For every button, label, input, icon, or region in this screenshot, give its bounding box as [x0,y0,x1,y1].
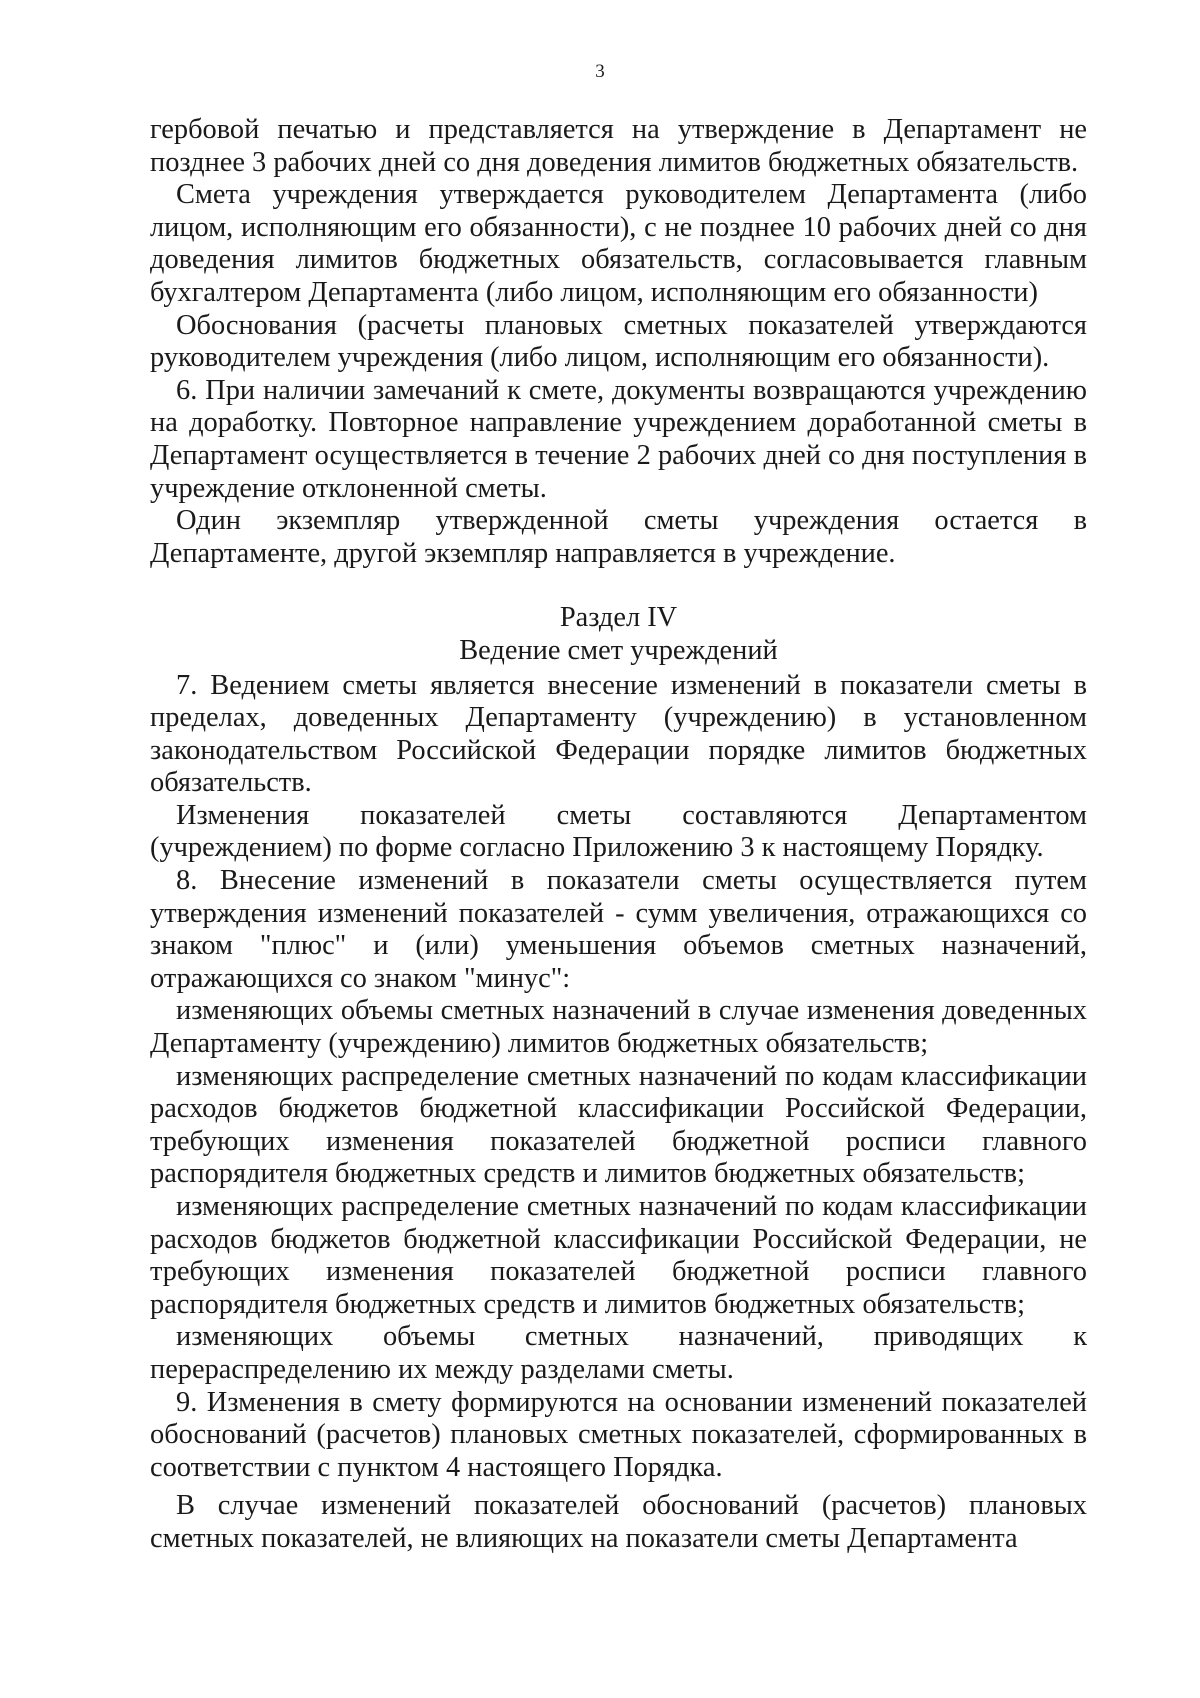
paragraph: Обоснования (расчеты плановых сметных показателей утверждаются руководителем учреждения (либо лицом, исполняющим его обязанности). [150,309,1087,374]
paragraph: Изменения показателей сметы составляются Департаментом (учреждением) по форме согласно Приложению 3 к настоящему Порядку. [150,799,1087,864]
paragraph: 6. При наличии замечаний к смете, документы возвращаются учреждению на доработку. Повторное направление учреждением доработанной сметы в Департамент осуществляется в течение 2 рабочих дней со дня поступления в учреждение отклоненной сметы. [150,374,1087,504]
section-title: Ведение смет учреждений [459,634,778,666]
paragraph: В случае изменений показателей обоснований (расчетов) плановых сметных показателей, не влияющих на показатели сметы Департамента [150,1490,1087,1554]
section-number: Раздел IV [559,602,678,634]
paragraph: изменяющих распределение сметных назначений по кодам классификации расходов бюджетов бюджетной классификации Российской Федерации, требующих изменения показателей бюджетной росписи главного распорядителя бюджетных средств и лимитов бюджетных обязательств; [150,1060,1087,1190]
paragraph: Один экземпляр утвержденной сметы учреждения остается в Департаменте, другой экземпляр направляется в учреждение. [150,505,1087,569]
paragraph: гербовой печатью и представляется на утверждение в Департамент не позднее 3 рабочих дней со дня доведения лимитов бюджетных обязательств. [150,114,1087,178]
paragraph: 7. Ведением сметы является внесение изменений в показатели сметы в пределах, доведенных Департаменту (учреждению) в установленном законодательством Российской Федерации порядке лимитов бюджетных обязательств. [150,669,1087,799]
paragraph: изменяющих объемы сметных назначений в случае изменения доведенных Департаменту (учреждению) лимитов бюджетных обязательств; [150,995,1087,1060]
paragraph: изменяющих распределение сметных назначений по кодам классификации расходов бюджетов бюджетной классификации Российской Федерации, не требующих изменения показателей бюджетной росписи главного распорядителя бюджетных средств и лимитов бюджетных обязательств; [150,1191,1087,1320]
paragraph: изменяющих объемы сметных назначений, приводящих к перераспределению их между разделами сметы. [150,1321,1087,1385]
paragraph: 8. Внесение изменений в показатели сметы осуществляется путем утверждения изменений показателей - сумм увеличения, отражающихся со знаком "плюс" и (или) уменьшения объемов сметных назначений, отражающихся со знаком "минус": [150,865,1087,994]
document-body [150,114,1087,1556]
paragraph: 9. Изменения в смету формируются на основании изменений показателей обоснований (расчетов) плановых сметных показателей, сформированных в соответствии с пунктом 4 настоящего Порядка. [150,1386,1087,1483]
page-number: 3 [595,61,605,82]
paragraph: Смета учреждения утверждается руководителем Департамента (либо лицом, исполняющим его обязанности), с не позднее 10 рабочих дней со дня доведения лимитов бюджетных обязательств, согласовывается главным бухгалтером Департамента (либо лицом, исполняющим его обязанности) [150,179,1087,308]
